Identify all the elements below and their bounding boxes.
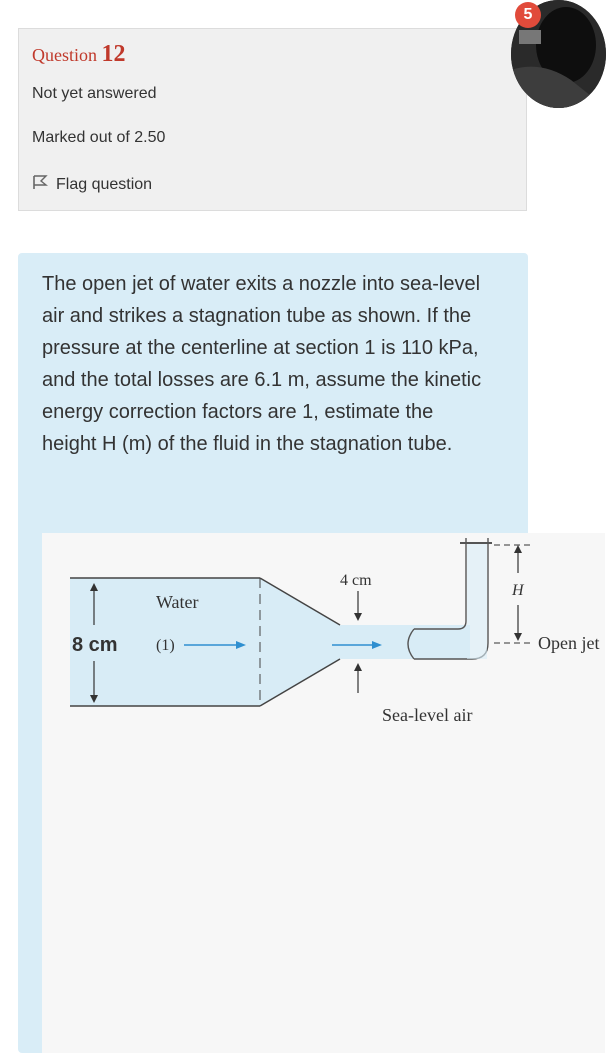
tube-fluid [467,543,487,659]
question-title [32,41,126,68]
open-jet-label: Open jet [538,633,600,653]
section-label: (1) [156,637,175,654]
h-arrow-down [514,633,522,641]
question-label: Question [32,45,97,65]
flag-question-link[interactable] [32,174,152,195]
question-text: The open jet of water exits a nozzle into sea-level air and strikes a stagnation tube as shown. If the pressure at the centerline at section 1 is 110 kPa, and the total losses are 6.1 m, assume the kinetic energy correction factors are 1, estimate the height H (m) of the fluid in the stagnation tube. [42,273,482,455]
flag-question-label: Flag question [56,175,153,193]
water-label: Water [156,592,199,612]
height-label: H [512,582,524,599]
diameter-label: 8 cm [72,634,118,656]
question-info-panel [18,28,527,211]
nozzle-figure [42,533,605,1053]
question-text-panel [18,253,600,1053]
jet-diameter-label: 4 cm [340,572,372,589]
dim-4cm-arrow-up [354,663,362,671]
marks-text: Marked out of 2.50 [32,129,166,146]
flag-icon [32,174,48,195]
notification-badge: 5 [515,2,541,28]
question-number: 12 [101,41,126,67]
answer-status: Not yet answered [32,85,157,102]
dim-4cm-arrow-down [354,613,362,621]
air-label: Sea-level air [382,705,473,725]
h-arrow-up [514,545,522,553]
jet-region [340,625,470,659]
